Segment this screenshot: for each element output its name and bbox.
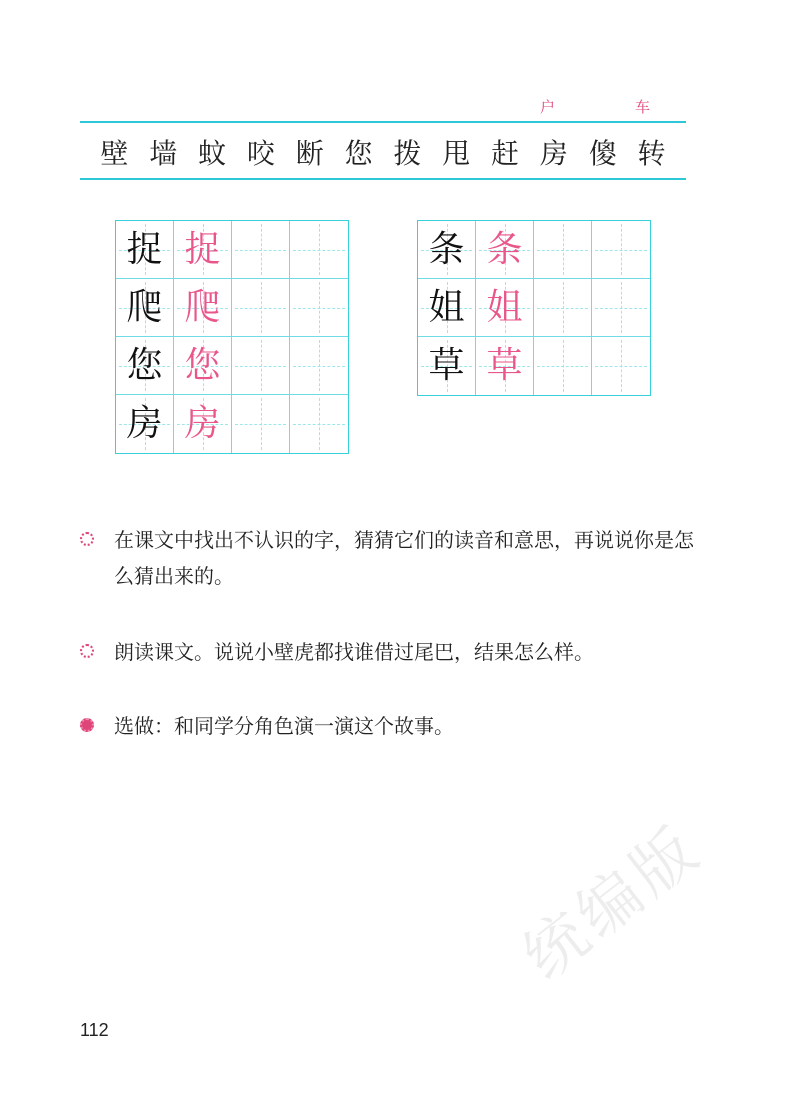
vocab-top-line: [80, 121, 686, 123]
optional-bullet-icon: [80, 718, 94, 732]
vocab-word: 转: [637, 137, 666, 170]
trace-char: 您: [184, 344, 221, 386]
grid-cell-empty[interactable]: [290, 221, 348, 279]
vocab-bottom-line: [80, 178, 686, 180]
grid-cell: [174, 395, 232, 453]
grid-cell: [116, 337, 174, 395]
trace-char: 条: [486, 228, 523, 270]
grid-cell-empty[interactable]: [232, 337, 290, 395]
vocabulary-row: [80, 126, 686, 178]
exercise-bullet-icon: [80, 532, 94, 546]
vocab-word: 赶: [491, 137, 520, 170]
grid-cell-empty[interactable]: [232, 221, 290, 279]
grid-cell-empty[interactable]: [534, 221, 592, 279]
grid-cell-empty[interactable]: [592, 337, 650, 395]
vocab-word: 咬: [246, 137, 275, 170]
vocab-word: 墙: [149, 137, 178, 170]
grid-cell-empty[interactable]: [592, 221, 650, 279]
grid-cell: [476, 279, 534, 337]
grid-cell-empty[interactable]: [232, 279, 290, 337]
grid-cell-empty[interactable]: [232, 395, 290, 453]
vocab-word: 傻: [588, 137, 617, 170]
exercise-1: [80, 522, 700, 594]
grid-cell: [116, 395, 174, 453]
grid-cell: [418, 337, 476, 395]
page-number: 112: [80, 1020, 109, 1040]
exercise-bullet-icon: [80, 644, 94, 658]
radical-hu: 户: [540, 98, 556, 116]
practice-grid-left: [115, 220, 349, 454]
vocab-word: 甩: [442, 137, 471, 170]
trace-char: 姐: [486, 286, 523, 328]
grid-cell: [174, 279, 232, 337]
exercise-text: 在课文中找出不认识的字，猜猜它们的读音和意思，再说说你是怎么猜出来的。: [114, 528, 694, 588]
grid-cell: [476, 221, 534, 279]
grid-cell: [174, 337, 232, 395]
grid-cell: [116, 221, 174, 279]
model-char: 爬: [126, 286, 163, 328]
grid-cell: [418, 221, 476, 279]
exercise-text: 朗读课文。说说小壁虎都找谁借过尾巴，结果怎么样。: [114, 640, 594, 664]
trace-char: 爬: [184, 286, 221, 328]
model-char: 姐: [428, 286, 465, 328]
trace-char: 房: [184, 403, 221, 444]
grid-cell-empty[interactable]: [290, 337, 348, 395]
watermark: 统编版: [509, 810, 716, 994]
model-char: 房: [126, 403, 163, 444]
vocab-word: 房: [539, 137, 568, 170]
model-char: 您: [126, 344, 163, 386]
model-char: 条: [428, 228, 465, 270]
grid-cell-empty[interactable]: [290, 395, 348, 453]
model-char: 草: [428, 345, 465, 386]
grid-cell: [174, 221, 232, 279]
practice-grid-right: [417, 220, 651, 396]
trace-char: 捉: [184, 228, 221, 270]
radical-che: 车: [635, 98, 651, 116]
vocab-word: 拨: [393, 137, 422, 170]
grid-cell-empty[interactable]: [534, 279, 592, 337]
exercise-3: [80, 708, 700, 744]
model-char: 捉: [126, 228, 163, 270]
exercise-text: 选做：和同学分角色演一演这个故事。: [114, 714, 454, 738]
grid-cell-empty[interactable]: [290, 279, 348, 337]
vocab-word: 壁: [100, 137, 129, 170]
grid-cell: [418, 279, 476, 337]
grid-cell-empty[interactable]: [592, 279, 650, 337]
trace-char: 草: [486, 345, 523, 386]
vocab-word: 蚊: [198, 137, 227, 170]
grid-cell: [116, 279, 174, 337]
vocab-word: 您: [344, 137, 373, 170]
vocab-word: 断: [295, 137, 324, 170]
grid-cell: [476, 337, 534, 395]
grid-cell-empty[interactable]: [534, 337, 592, 395]
exercise-2: [80, 634, 700, 670]
